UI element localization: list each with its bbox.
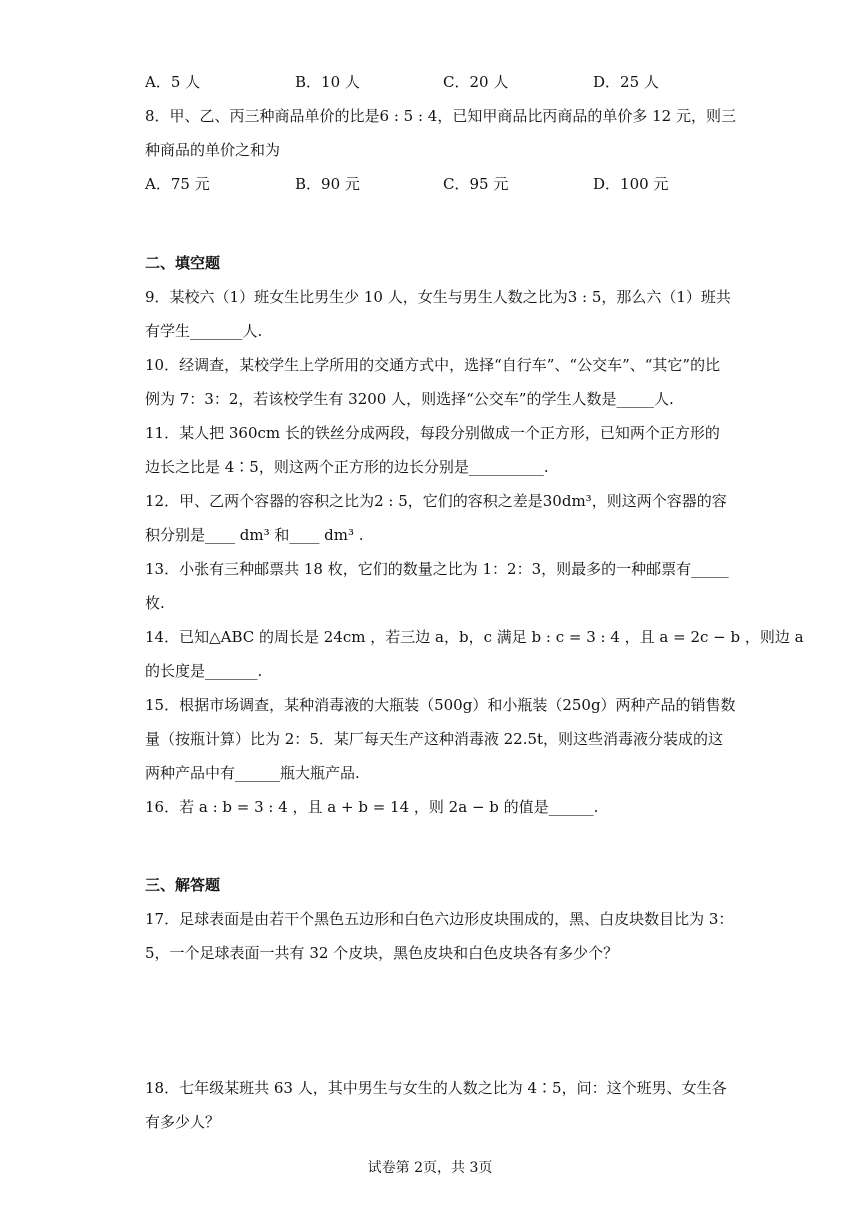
q8-options bbox=[145, 174, 725, 194]
q16-line-1: 16．若 a : b = 3 : 4 ，且 a + b = 14 ，则 2a − b 的值是______. bbox=[145, 798, 599, 816]
q18-line-2: 有多少人？ bbox=[145, 1113, 221, 1131]
q8-option-d: D．100 元 bbox=[593, 175, 669, 193]
q13-line-1: 13．小张有三种邮票共 18 枚，它们的数量之比为 1：2：3，则最多的一种邮票有_____ bbox=[145, 560, 729, 578]
q11-line-2: 边长之比是 4∶5，则这两个正方形的边长分别是__________. bbox=[145, 458, 549, 476]
q9-line-2: 有学生_______人. bbox=[145, 322, 263, 340]
section-2-title: 二、填空题 bbox=[145, 254, 221, 272]
q14-line-2: 的长度是_______. bbox=[145, 662, 263, 680]
q10-line-1: 10．经调查，某校学生上学所用的交通方式中，选择“自行车”、“公交车”、“其它”的比 bbox=[145, 356, 721, 374]
q7-option-a: A．5 人 bbox=[145, 73, 201, 91]
q7-option-d: D．25 人 bbox=[593, 73, 659, 91]
q7-option-b: B．10 人 bbox=[295, 73, 360, 91]
q8-option-c: C．95 元 bbox=[443, 175, 509, 193]
q18-line-1: 18．七年级某班共 63 人，其中男生与女生的人数之比为 4∶5，问：这个班男、女生各 bbox=[145, 1079, 727, 1097]
q8-option-b: B．90 元 bbox=[295, 175, 360, 193]
q7-option-c: C．20 人 bbox=[443, 73, 509, 91]
q11-line-1: 11．某人把 360cm 长的铁丝分成两段，每段分别做成一个正方形，已知两个正方形的 bbox=[145, 424, 720, 442]
q8-line-2: 种商品的单价之和为 bbox=[145, 141, 281, 159]
q7-options bbox=[145, 72, 725, 92]
q17-line-1: 17．足球表面是由若干个黑色五边形和白色六边形皮块围成的，黑、白皮块数目比为 3： bbox=[145, 910, 734, 928]
page-footer: 试卷第 2页，共 3页 bbox=[367, 1160, 493, 1176]
q15-line-3: 两种产品中有______瓶大瓶产品. bbox=[145, 764, 360, 782]
q9-line-1: 9．某校六（1）班女生比男生少 10 人，女生与男生人数之比为3 : 5，那么六（1）班共 bbox=[145, 288, 731, 306]
q8-line-1: 8．甲、乙、丙三种商品单价的比是6 : 5 : 4，已知甲商品比丙商品的单价多 12 元，则三 bbox=[145, 107, 736, 125]
q12-line-1: 12．甲、乙两个容器的容积之比为2 : 5，它们的容积之差是30dm³，则这两个容器的容 bbox=[145, 492, 727, 510]
q12-line-2: 积分别是____ dm³ 和____ dm³ . bbox=[145, 526, 364, 544]
q17-line-2: 5，一个足球表面一共有 32 个皮块，黑色皮块和白色皮块各有多少个？ bbox=[145, 944, 619, 962]
q15-line-2: 量（按瓶计算）比为 2：5．某厂每天生产这种消毒液 22.5t，则这些消毒液分装成的这 bbox=[145, 730, 724, 748]
q8-option-a: A．75 元 bbox=[145, 175, 210, 193]
section-3-title: 三、解答题 bbox=[145, 876, 221, 894]
q15-line-1: 15．根据市场调查，某种消毒液的大瓶装（500g）和小瓶装（250g）两种产品的销售数 bbox=[145, 696, 736, 714]
q14-line-1: 14．已知△ABC 的周长是 24cm ，若三边 a，b，c 满足 b : c = 3 : 4 ，且 a = 2c − b ，则边 a bbox=[145, 628, 804, 646]
q13-line-2: 枚. bbox=[145, 594, 165, 612]
q10-line-2: 例为 7：3：2，若该校学生有 3200 人，则选择“公交车”的学生人数是_____人. bbox=[145, 390, 674, 408]
